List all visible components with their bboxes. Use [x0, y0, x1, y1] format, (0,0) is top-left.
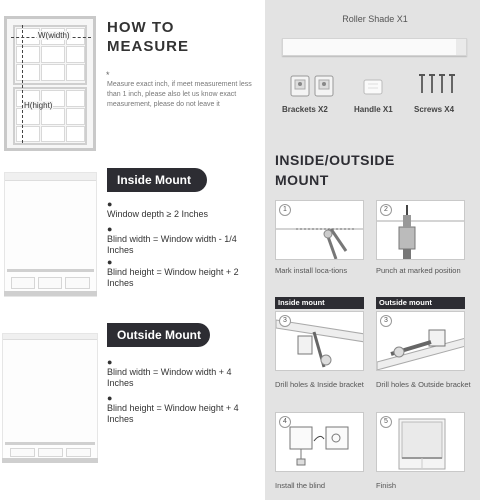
step-number: 3 — [279, 315, 291, 327]
step-2-caption: Punch at marked position — [376, 266, 461, 275]
inside-bullet-3 — [107, 258, 257, 289]
step-2-image — [376, 200, 465, 260]
heading-line-1: HOW TO — [107, 19, 175, 36]
step-4-image — [275, 412, 364, 472]
heading-line-2: MEASURE — [107, 38, 190, 55]
mount-section-title — [275, 150, 395, 190]
step-3-inside-image — [275, 311, 364, 371]
step-5-caption: Finish — [376, 481, 397, 490]
step-4-caption: Install the blind — [275, 481, 326, 490]
height-dimension-line — [22, 25, 23, 143]
step-1-caption: Mark install loca-tions — [275, 266, 348, 275]
step-3-outside-image — [376, 311, 465, 371]
bullet-dot: ● — [107, 257, 113, 267]
kit-title: Roller Shade X1 — [342, 14, 408, 24]
step-number: 3 — [380, 315, 392, 327]
brackets-label: Brackets X2 — [282, 105, 328, 114]
mount-title-line-2: MOUNT — [275, 172, 329, 188]
step-3-outside-caption: Drill holes & Outside bracket — [376, 380, 471, 389]
handle-label: Handle X1 — [354, 105, 393, 114]
how-to-measure-heading — [107, 18, 189, 56]
screws-icon — [418, 72, 458, 98]
outside-mount-tab: Outside mount — [376, 297, 465, 309]
asterisk-mark: * — [106, 70, 110, 80]
step-number: 4 — [279, 416, 291, 428]
inside-bullet-1 — [107, 200, 265, 220]
inside-bullet-2 — [107, 225, 257, 256]
bullet-text: Window depth ≥ 2 Inches — [107, 209, 208, 219]
roller-shade-illustration — [282, 38, 467, 56]
outside-mount-blind-illustration — [2, 333, 98, 463]
inside-mount-label: Inside Mount — [107, 168, 207, 192]
step-number: 2 — [380, 204, 392, 216]
bullet-dot: ● — [107, 357, 113, 367]
height-label: H(hight) — [24, 101, 53, 110]
measure-note: Measure exact inch, if meet measurement less than 1 inch, please also let us know exact measurement, please do not leave it — [107, 81, 252, 108]
bullet-dot: ● — [107, 393, 113, 403]
inside-mount-blind-illustration — [4, 172, 97, 297]
step-5-image — [376, 412, 465, 472]
step-number: 1 — [279, 204, 291, 216]
inside-mount-tab: Inside mount — [275, 297, 364, 309]
bullet-text: Blind width = Window width - 1/4 Inches — [107, 234, 237, 255]
bullet-dot: ● — [107, 224, 113, 234]
step-1-image — [275, 200, 364, 260]
width-label: W(width) — [38, 31, 70, 40]
outside-bullet-1 — [107, 358, 257, 389]
brackets-icon — [290, 72, 338, 100]
outside-mount-label: Outside Mount — [107, 323, 210, 347]
step-3-inside-caption: Drill holes & Inside bracket — [275, 380, 364, 389]
bullet-text: Blind height = Window height + 2 Inches — [107, 267, 239, 288]
screws-label: Screws X4 — [414, 105, 455, 114]
bullet-dot: ● — [107, 199, 113, 209]
bullet-text: Blind width = Window width + 4 Inches — [107, 367, 232, 388]
window-measure-illustration — [4, 16, 96, 151]
handle-icon — [362, 78, 386, 96]
mount-title-line-1: INSIDE/OUTSIDE — [275, 152, 395, 168]
step-number: 5 — [380, 416, 392, 428]
outside-bullet-2 — [107, 394, 257, 425]
bullet-text: Blind height = Window height + 4 Inches — [107, 403, 239, 424]
